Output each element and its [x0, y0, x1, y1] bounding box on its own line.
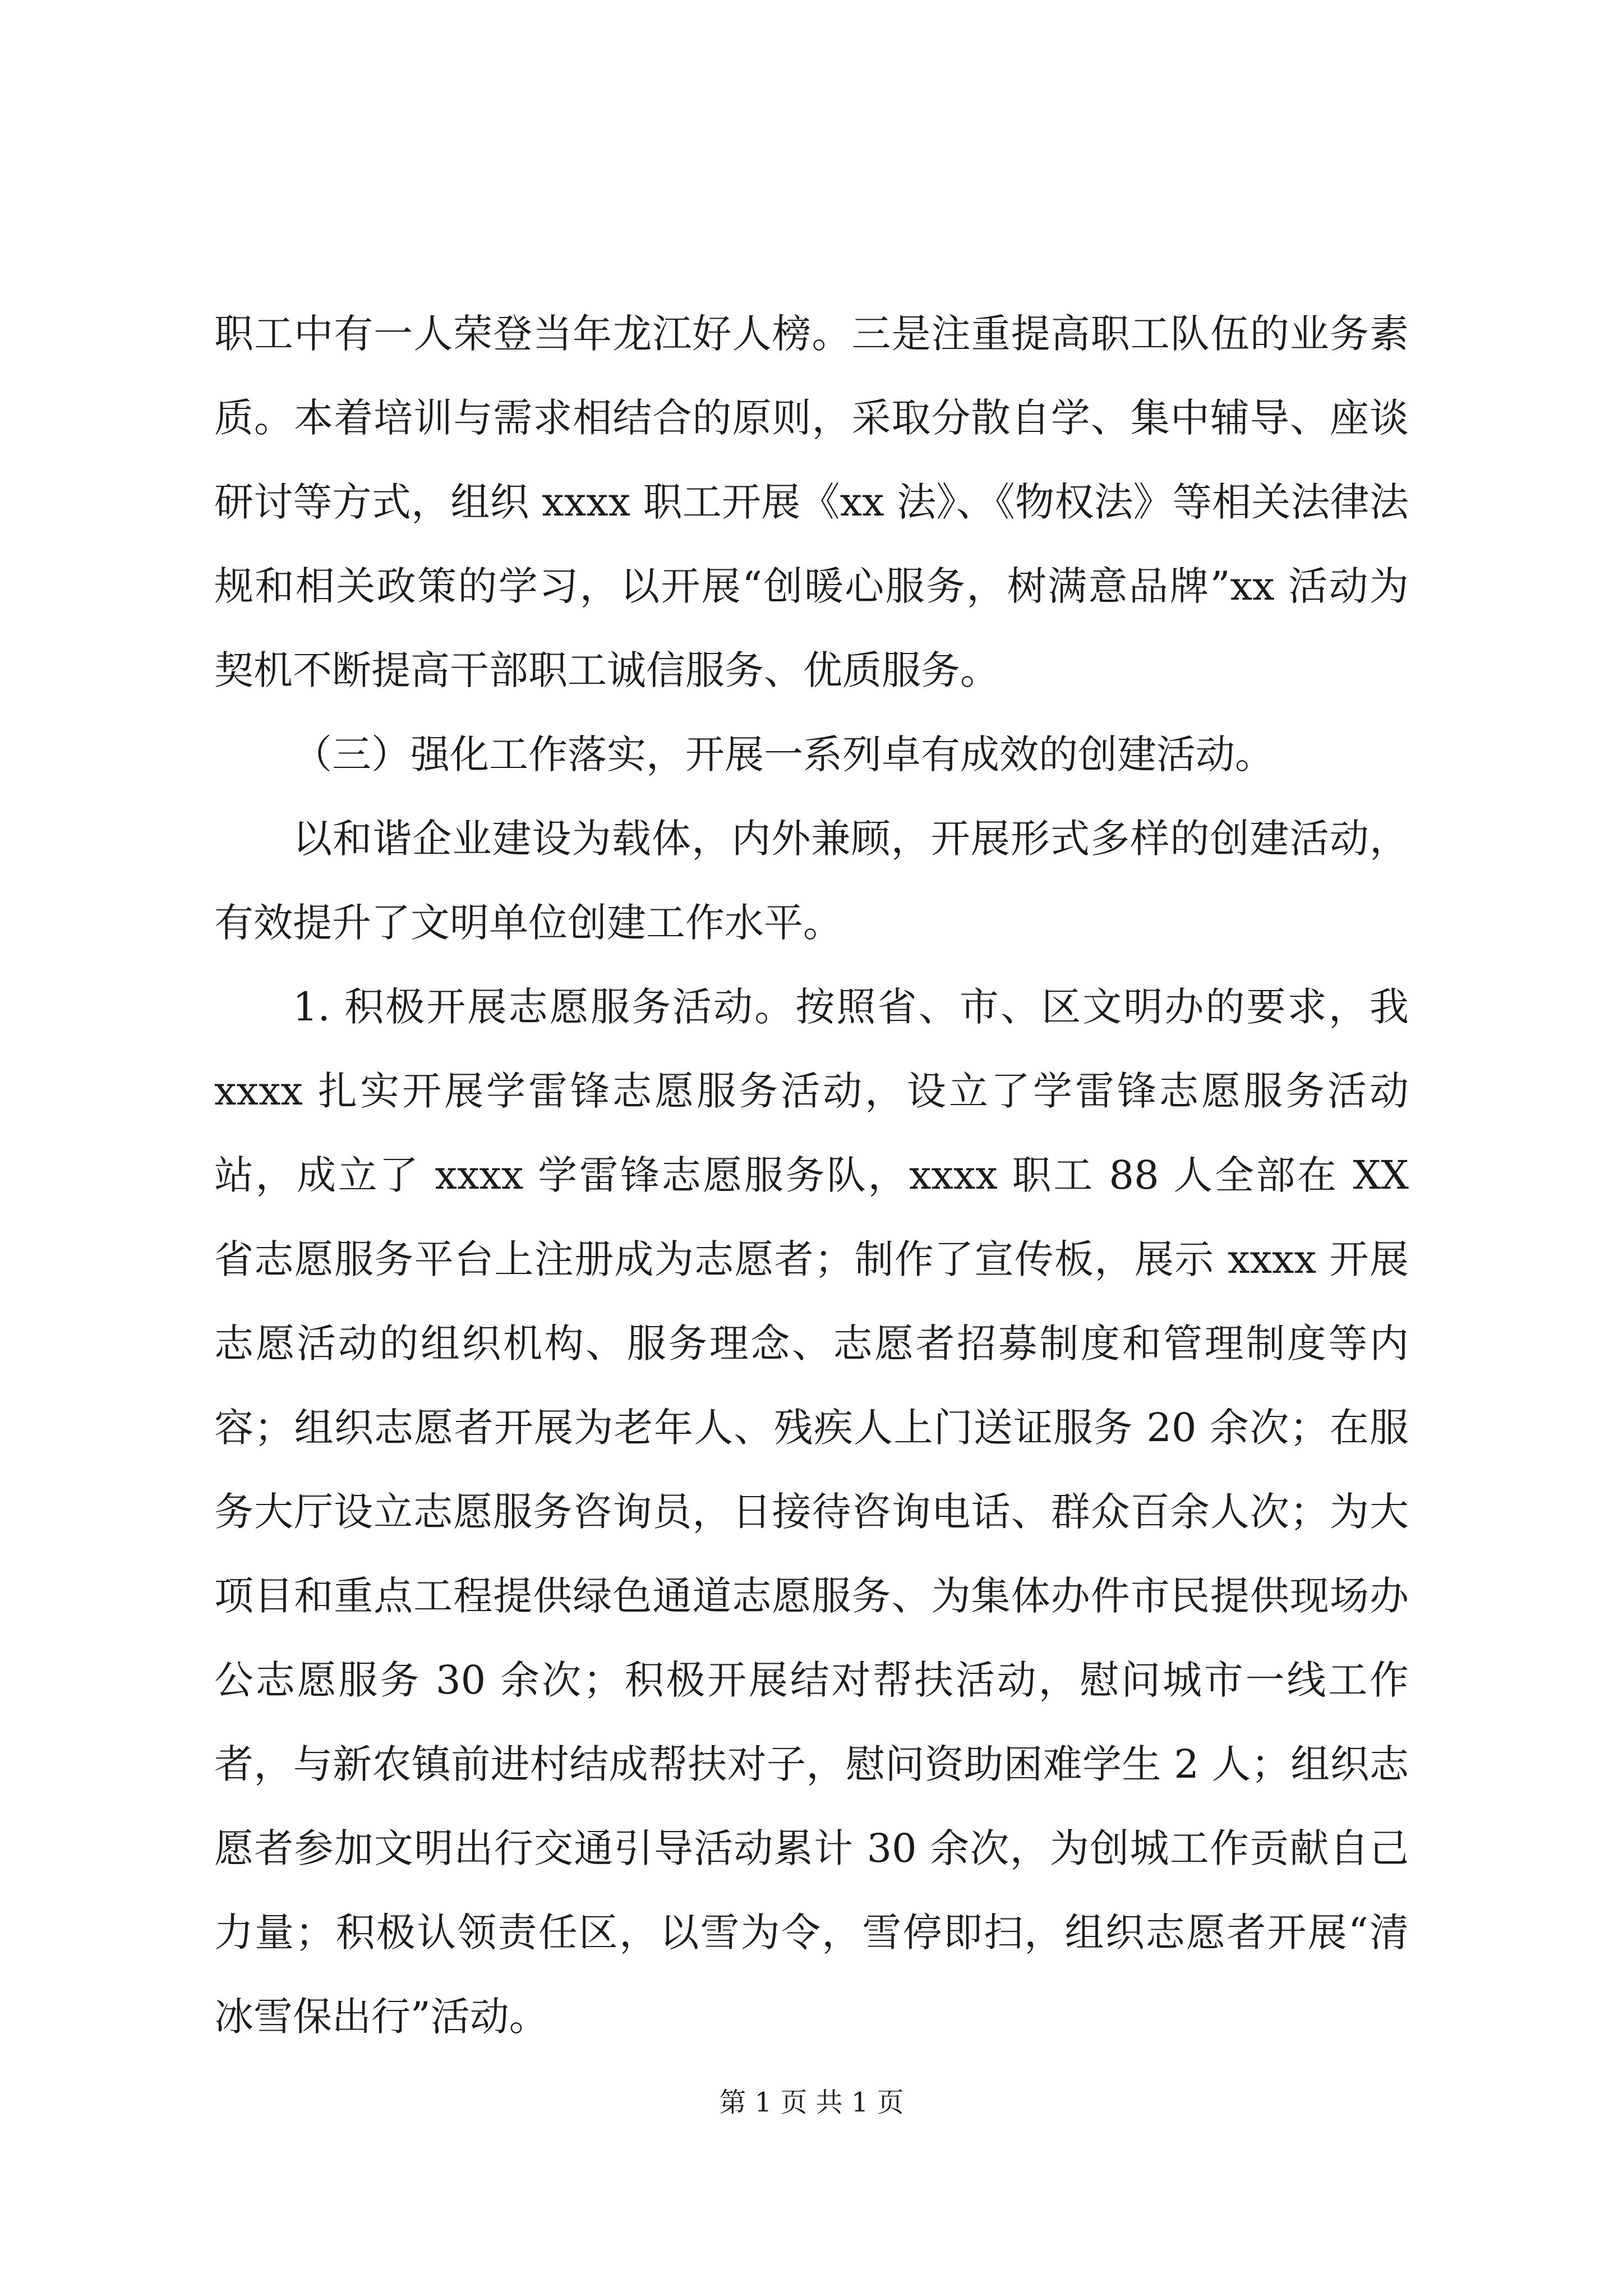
paragraph-continuation: 职工中有一人荣登当年龙江好人榜。三是注重提高职工队伍的业务素质。本着培训与需求相结合的原则，采取分散自学、集中辅导、座谈研讨等方式，组织 xxxx 职工开展《xx 法》、《物权法》等相关法律法规和相关政策的学习，以开展“创暖心服务，树满意品牌”xx 活动为契机不断提高干部职工诚信服务、优质服务。 — [214, 311, 1409, 693]
paragraph-volunteer-service: 1. 积极开展志愿服务活动。按照省、市、区文明办的要求，我 xxxx 扎实开展学雷锋志愿服务活动，设立了学雷锋志愿服务活动站，成立了 xxxx 学雷锋志愿服务队，xxxx 职工 88 人全部在 XX 省志愿服务平台上注册成为志愿者；制作了宣传板，展示 xxxx 开展志愿活动的组织机构、服务理念、志愿者招募制度和管理制度等内容；组织志愿者开展为老年人、残疾人上门送证服务 20 余次；在服务大厅设立志愿服务咨询员，日接待咨询电话、群众百余人次；为大项目和重点工程提供绿色通道志愿服务、为集体办件市民提供现场办公志愿服务 30 余次；积极开展结对帮扶活动，慰问城市一线工作者，与新农镇前进村结成帮扶对子，慰问资助困难学生 2 人；组织志愿者参加文明出行交通引导活动累计 30 余次，为创城工作贡献自己力量；积极认领责任区，以雪为令，雪停即扫，组织志愿者开展“清冰雪保出行”活动。 — [214, 984, 1409, 2040]
section-heading: （三）强化工作落实，开展一系列卓有成效的创建活动。 — [293, 731, 1274, 777]
document-body — [214, 292, 1409, 2059]
paragraph-intro: 以和谐企业建设为载体，内外兼顾，开展形式多样的创建活动，有效提升了文明单位创建工作水平。 — [214, 816, 1409, 946]
page-footer: 第 1 页 共 1 页 — [719, 2087, 904, 2118]
